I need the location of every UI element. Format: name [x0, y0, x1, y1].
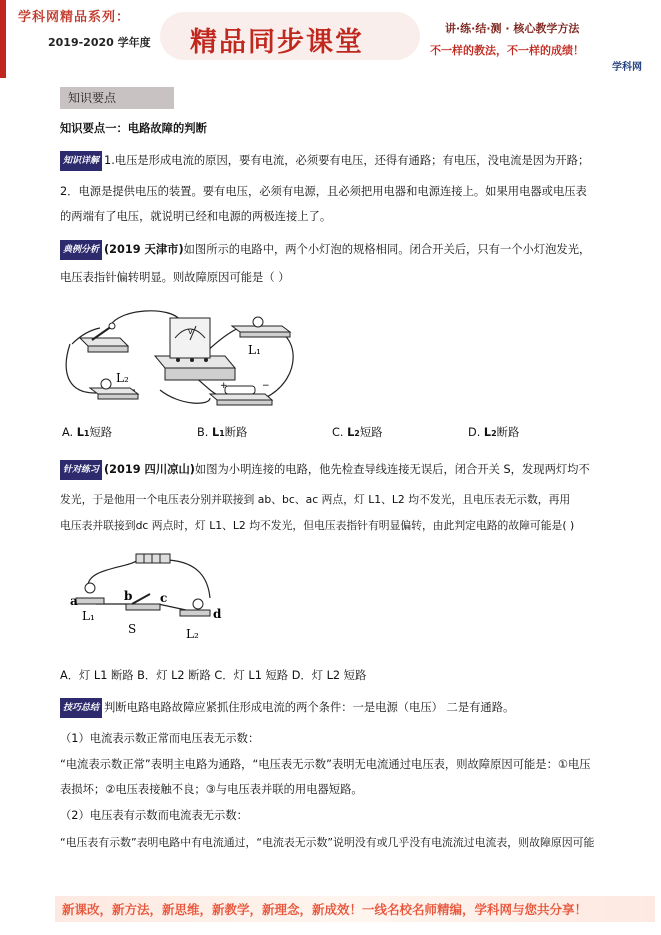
voltmeter-icon [155, 318, 235, 380]
header-series: 学科网精品系列： [18, 10, 131, 25]
label-b: b [124, 589, 133, 603]
lamp-l2-icon [180, 599, 210, 616]
detail-line-1 [60, 151, 589, 171]
example-badge: 典例分析 [60, 240, 102, 260]
header-stripe [0, 0, 6, 78]
battery-icon [136, 554, 170, 563]
summary-sub-1: （1）电流表示数正常而电压表无示数： [60, 732, 260, 745]
header-slogan-2: 不一样的教法，不一样的成绩！ [430, 44, 584, 57]
example-option-a: A. L1短路 [62, 426, 113, 439]
lamp-l2-icon [90, 379, 138, 399]
summary-line-1 [60, 698, 514, 718]
footer-text: 新课改，新方法，新思维，新教学，新理念，新成效！一线名校名师精编，学科网与您共分享！ [62, 902, 588, 917]
practice-line-3: 电压表并联接到dc 两点时，灯 L1、L2 均不发光，但电压表指针有明显偏转，由此判定电路的故障可能是( ) [60, 519, 575, 532]
label-L1: L₁ [82, 609, 95, 623]
label-S: S [128, 622, 137, 636]
summary-s1-line-2: 表损坏；②电压表接触不良；③与电压表并联的用电器短路。 [60, 783, 363, 796]
section-tag: 知识要点 [60, 87, 174, 109]
detail-text-1: 1.电压是形成电流的原因，要有电流，必须要有电压，还得有通路；有电压，没电流是因为开路； [104, 154, 590, 167]
practice-text-1: 如图为小明连接的电路，他先检查导线连接无误后，闭合开关 S，发现两灯均不 [194, 463, 590, 476]
example-line-1 [60, 240, 590, 260]
detail-badge: 知识详解 [60, 151, 102, 171]
header-title: 精品同步课堂 [190, 27, 364, 58]
battery-icon [210, 381, 272, 405]
practice-line-1 [60, 460, 590, 480]
lamp-l1-icon [232, 317, 290, 337]
example-option-c: C. L2短路 [332, 426, 383, 439]
example-option-d: D. L2断路 [468, 426, 520, 439]
switch-icon [80, 323, 128, 352]
practice-badge: 针对练习 [60, 460, 102, 480]
example-source: (2019 天津市) [104, 243, 184, 256]
example-option-b: B. L1断路 [197, 426, 248, 439]
practice-options: A．灯 L1 断路 B．灯 L2 断路 C．灯 L1 短路 D．灯 L2 短路 [60, 669, 367, 682]
summary-s2-line-1: “电压表有示数”表明电路中有电流通过，“电流表无示数”说明没有或几乎没有电流流过电流表，则故障原因可能 [60, 836, 595, 849]
detail-line-3: 的两端有了电压，就说明已经和电源的两极连接上了。 [60, 210, 332, 223]
circuit-figure-1 [60, 298, 310, 416]
point-title: 知识要点一：电路故障的判断 [60, 122, 207, 135]
label-L2: L₂ [116, 371, 129, 385]
label-d: d [213, 607, 222, 621]
example-line-2: 电压表指针偏转明显。则故障原因可能是（ ） [60, 271, 290, 284]
practice-line-2: 发光，于是他用一个电压表分别并联接到 ab、bc、ac 两点，灯 L1、L2 均不发光，且电压表无示数，再用 [60, 493, 571, 506]
voltmeter-label: V [188, 328, 193, 336]
summary-badge: 技巧总结 [60, 698, 102, 718]
label-L2: L₂ [186, 627, 199, 641]
svg-text:+: + [220, 381, 228, 391]
header-year: 2019-2020 学年度 [48, 36, 151, 49]
summary-sub-2: （2）电压表有示数而电流表无示数： [60, 809, 248, 822]
logo: 学科网 [612, 62, 642, 73]
label-L1: L₁ [248, 343, 261, 357]
circuit-figure-2 [68, 548, 238, 648]
detail-line-2: 2．电源是提供电压的装置。要有电压，必须有电源，且必须把用电器和电源连接上。如果用电器或电压表 [60, 185, 587, 198]
label-a: a [70, 594, 78, 608]
header-slogan-1: 讲·练·结·测 · 核心教学方法 [445, 22, 580, 35]
example-text-1: 如图所示的电路中，两个小灯泡的规格相同。闭合开关后，只有一个小灯泡发光， [183, 243, 591, 256]
lamp-l1-icon [76, 583, 104, 604]
svg-text:−: − [262, 381, 270, 391]
summary-s1-line-1: “电流表示数正常”表明主电路为通路，“电压表无示数”表明无电流通过电压表，则故障原因可能是：①电压 [60, 758, 591, 771]
label-c: c [160, 591, 168, 605]
summary-text-1: 判断电路电路故障应紧抓住形成电流的两个条件：一是电源（电压） 二是有通路。 [104, 701, 515, 714]
practice-source: (2019 四川凉山) [104, 463, 195, 476]
